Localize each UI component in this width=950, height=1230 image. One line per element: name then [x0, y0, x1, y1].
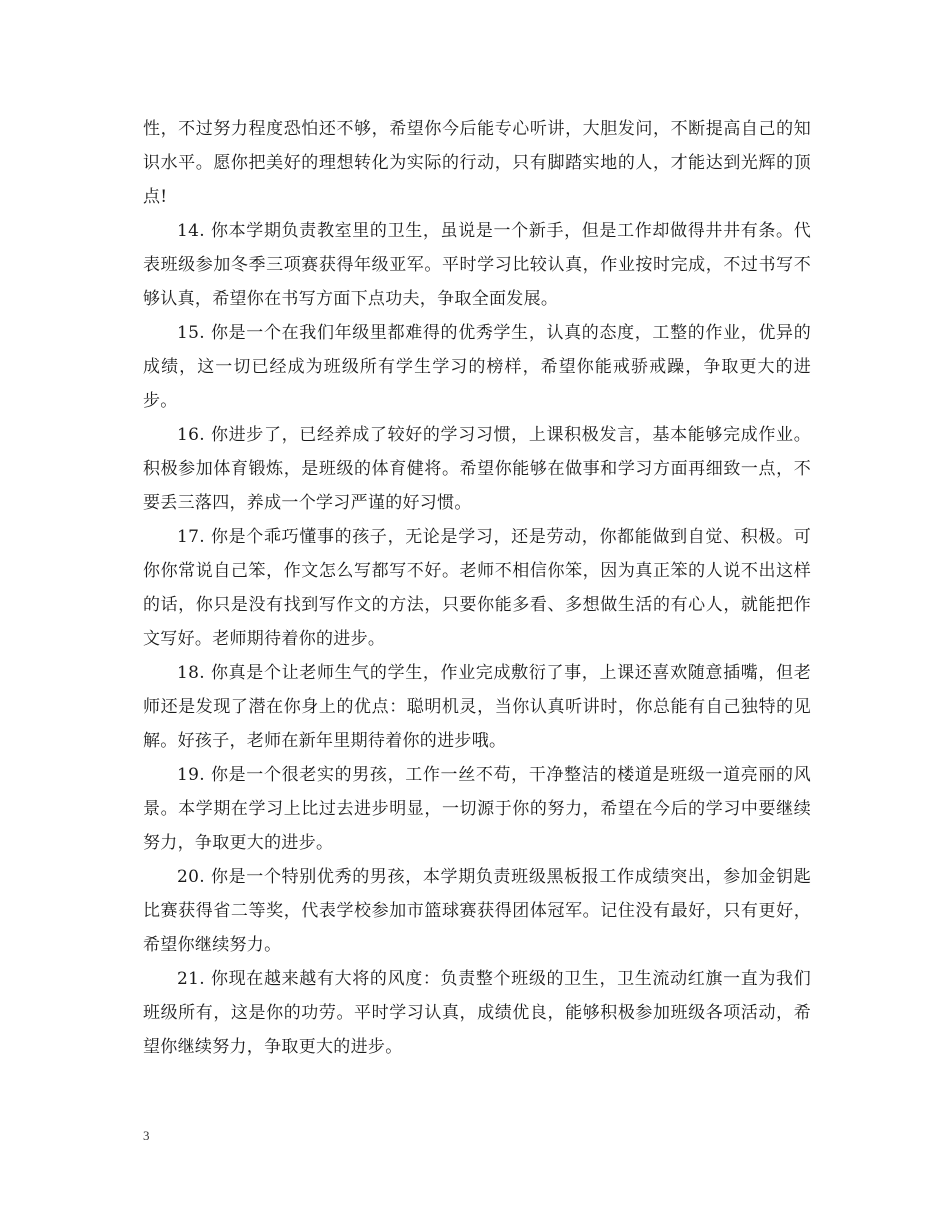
paragraph-14: 14. 你本学期负责教室里的卫生，虽说是一个新手，但是工作却做得井井有条。代表班级参加冬季三项赛获得年级亚军。平时学习比较认真，作业按时完成，不过书写不够认真，希望你在书写方面下点功夫，争取全面发展。	[143, 221, 811, 309]
paragraph-15: 15. 你是一个在我们年级里都难得的优秀学生，认真的态度，工整的作业，优异的成绩，这一切已经成为班级所有学生学习的榜样，希望你能戒骄戒躁，争取更大的进步。	[143, 323, 811, 411]
paragraph-18: 18. 你真是个让老师生气的学生，作业完成敷衍了事，上课还喜欢随意插嘴，但老师还是发现了潜在你身上的优点：聪明机灵，当你认真听讲时，你总能有自己独特的见解。好孩子，老师在新年里期待着你的进步哦。	[143, 663, 811, 751]
paragraph-16: 16. 你进步了，已经养成了较好的学习习惯，上课积极发言，基本能够完成作业。积极参加体育锻炼，是班级的体育健将。希望你能够在做事和学习方面再细致一点，不要丢三落四，养成一个学习严谨的好习惯。	[143, 425, 811, 513]
paragraph-19: 19. 你是一个很老实的男孩，工作一丝不苟，干净整洁的楼道是班级一道亮丽的风景。本学期在学习上比过去进步明显，一切源于你的努力，希望在今后的学习中要继续努力，争取更大的进步。	[143, 765, 811, 853]
page-number: 3	[143, 1128, 150, 1143]
paragraph-20: 20. 你是一个特别优秀的男孩，本学期负责班级黑板报工作成绩突出，参加金钥匙比赛获得省二等奖，代表学校参加市篮球赛获得团体冠军。记住没有最好，只有更好，希望你继续努力。	[143, 867, 811, 955]
document-body	[143, 112, 811, 1064]
paragraph-continuation: 性，不过努力程度恐怕还不够，希望你今后能专心听讲，大胆发问，不断提高自己的知识水平。愿你把美好的理想转化为实际的行动，只有脚踏实地的人，才能达到光辉的顶点!	[143, 119, 811, 207]
paragraph-21: 21. 你现在越来越有大将的风度：负责整个班级的卫生，卫生流动红旗一直为我们班级所有，这是你的功劳。平时学习认真，成绩优良，能够积极参加班级各项活动，希望你继续努力，争取更大的进步。	[143, 969, 811, 1057]
paragraph-17: 17. 你是个乖巧懂事的孩子，无论是学习，还是劳动，你都能做到自觉、积极。可你你常说自己笨，作文怎么写都写不好。老师不相信你笨，因为真正笨的人说不出这样的话，你只是没有找到写作文的方法，只要你能多看、多想做生活的有心人，就能把作文写好。老师期待着你的进步。	[143, 527, 811, 649]
